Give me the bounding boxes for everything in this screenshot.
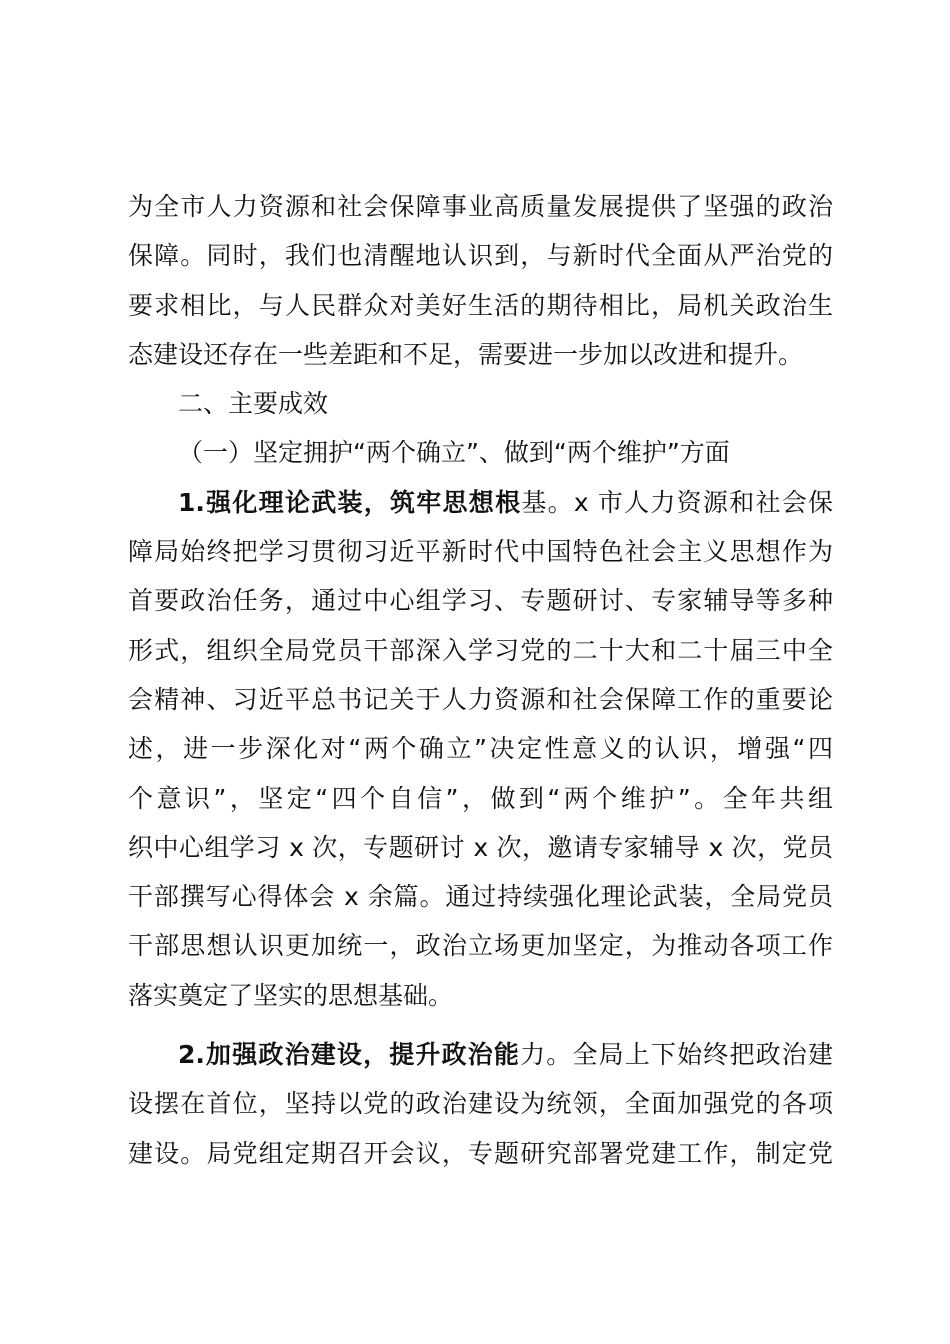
body-line-4: 态建设还存在一些差距和不足，需要进一步加以改进和提升。 [128,339,804,369]
item1-line-11: 落实奠定了坚实的思想基础。 [128,980,454,1010]
item1-line-4: 形式，组织全局党员干部深入学习党的二十大和二十届三中全 [128,635,833,665]
item1-line-10: 干部思想认识更加统一，政治立场更加坚定，为推动各项工作 [128,931,833,961]
item2-line-3: 建设。局党组定期召开会议，专题研究部署党建工作，制定党 [128,1138,833,1168]
item2-first-line [128,1030,833,1079]
paragraph-gap [128,1020,833,1030]
body-line-3: 要求相比，与人民群众对美好生活的期待相比，局机关政治生 [128,290,833,320]
item2-title: 2.加强政治建设，提升政治能 [178,1040,521,1070]
item1-line-8: 织中心组学习 x 次，专题研讨 x 次，邀请专家辅导 x 次，党员 [128,832,833,862]
body-line-1: 为全市人力资源和社会保障事业高质量发展提供了坚强的政治 [128,192,833,221]
item1-line1-rest: 基。x 市人力资源和社会保 [521,487,833,517]
item1-line-2: 障局始终把学习贯彻习近平新时代中国特色社会主义思想作为 [128,537,833,567]
body-line-2: 保障。同时，我们也清醒地认识到，与新时代全面从严治党的 [128,241,833,271]
item1-first-line [128,478,833,527]
document-body [128,182,833,1178]
subsection-heading: （一）坚定拥护“两个确立”、做到“两个维护”方面 [178,438,730,468]
item2-line-2: 设摆在首位，坚持以党的政治建设为统领，全面加强党的各项 [128,1089,833,1119]
item1-line-9: 干部撰写心得体会 x 余篇。通过持续强化理论武装，全局党员 [128,882,833,912]
item1-title: 1.强化理论武装，筑牢思想根 [178,487,522,517]
item2-line1-rest: 力。全局上下始终把政治建 [520,1040,833,1070]
item1-line-7: 个意识”，坚定“四个自信”，做到“两个维护”。全年共组 [128,783,833,813]
section-heading: 二、主要成效 [178,389,329,419]
item1-line-5: 会精神、习近平总书记关于人力资源和社会保障工作的重要论 [128,684,833,714]
item1-line-6: 述，进一步深化对“两个确立”决定性意义的认识，增强“四 [128,734,833,764]
item1-line-3: 首要政治任务，通过中心组学习、专题研讨、专家辅导等多种 [128,586,833,616]
